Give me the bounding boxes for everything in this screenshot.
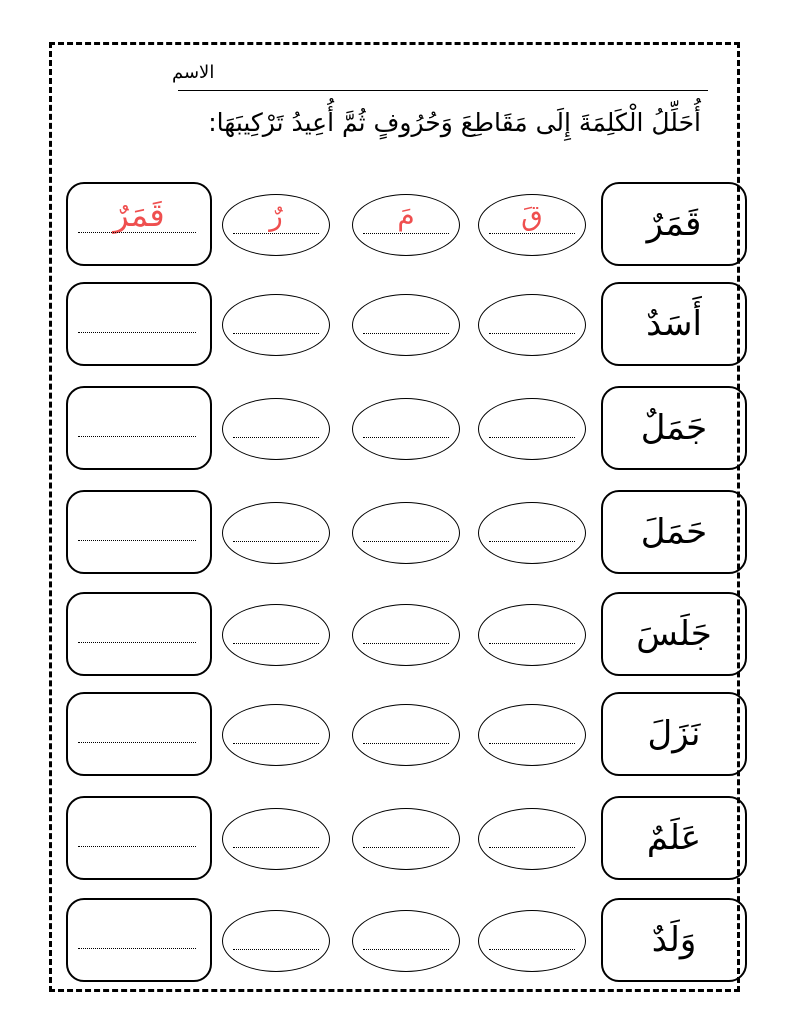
answer-box[interactable]: [66, 898, 212, 982]
exercise-row: [0, 692, 791, 778]
exercise-row: [0, 386, 791, 472]
write-line: [363, 437, 449, 438]
letter-oval-1[interactable]: [478, 808, 586, 870]
answer-box[interactable]: [66, 692, 212, 776]
letter-oval-2[interactable]: [352, 704, 460, 766]
exercise-row: [0, 490, 791, 576]
letter-oval-3[interactable]: [222, 910, 330, 972]
letter-oval-3[interactable]: [222, 398, 330, 460]
exercise-row: [0, 796, 791, 882]
write-line: [489, 541, 575, 542]
name-label: الاسم: [172, 62, 215, 83]
write-line: [489, 333, 575, 334]
word-box: وَلَدٌ: [601, 898, 747, 982]
word-box: أَسَدٌ: [601, 282, 747, 366]
answer-box[interactable]: [66, 490, 212, 574]
letter-oval-1[interactable]: [478, 194, 586, 256]
letter-oval-1[interactable]: [478, 502, 586, 564]
word-answer: قَمَرٌ: [113, 196, 165, 234]
letter-oval-1[interactable]: [478, 294, 586, 356]
write-line: [363, 847, 449, 848]
write-line: [489, 233, 575, 234]
word-box: جَمَلٌ: [601, 386, 747, 470]
write-line: [363, 743, 449, 744]
write-line: [363, 643, 449, 644]
write-line: [78, 742, 196, 743]
write-line: [489, 743, 575, 744]
word-box: جَلَسَ: [601, 592, 747, 676]
write-line: [233, 541, 319, 542]
letter-oval-2[interactable]: [352, 808, 460, 870]
exercise-row: [0, 898, 791, 984]
letter-oval-1[interactable]: [478, 704, 586, 766]
letter-oval-2[interactable]: [352, 910, 460, 972]
write-line: [78, 332, 196, 333]
letter-oval-3[interactable]: [222, 604, 330, 666]
letter-answer: قَ: [521, 199, 543, 232]
answer-box[interactable]: [66, 796, 212, 880]
letter-oval-3[interactable]: [222, 294, 330, 356]
exercise-row: [0, 282, 791, 368]
write-line: [233, 743, 319, 744]
write-line: [233, 333, 319, 334]
letter-oval-1[interactable]: [478, 398, 586, 460]
write-line: [363, 541, 449, 542]
letter-oval-3[interactable]: [222, 704, 330, 766]
letter-oval-1[interactable]: [478, 604, 586, 666]
answer-box[interactable]: [66, 182, 212, 266]
word-box: حَمَلَ: [601, 490, 747, 574]
letter-oval-3[interactable]: [222, 808, 330, 870]
letter-oval-2[interactable]: [352, 194, 460, 256]
write-line: [489, 949, 575, 950]
write-line: [233, 437, 319, 438]
write-line: [363, 233, 449, 234]
letter-oval-1[interactable]: [478, 910, 586, 972]
word-box: نَزَلَ: [601, 692, 747, 776]
write-line: [78, 540, 196, 541]
letter-oval-2[interactable]: [352, 398, 460, 460]
name-row: [110, 62, 710, 94]
letter-oval-3[interactable]: [222, 194, 330, 256]
name-write-line[interactable]: [178, 90, 708, 91]
letter-answer: رٌ: [269, 199, 283, 232]
instruction-text: أُحَلِّلُ الْكَلِمَةَ إِلَى مَقَاطِعَ وَحُرُوفٍ ثُمَّ أُعِيدُ تَرْكِيبَهَا:: [208, 108, 701, 137]
word-box: عَلَمٌ: [601, 796, 747, 880]
letter-oval-3[interactable]: [222, 502, 330, 564]
letter-answer: مَ: [397, 199, 415, 232]
write-line: [78, 232, 196, 233]
letter-oval-2[interactable]: [352, 604, 460, 666]
write-line: [78, 948, 196, 949]
write-line: [363, 333, 449, 334]
write-line: [489, 437, 575, 438]
answer-box[interactable]: [66, 386, 212, 470]
write-line: [233, 847, 319, 848]
write-line: [489, 847, 575, 848]
write-line: [363, 949, 449, 950]
write-line: [489, 643, 575, 644]
write-line: [233, 949, 319, 950]
write-line: [233, 233, 319, 234]
write-line: [78, 436, 196, 437]
write-line: [233, 643, 319, 644]
exercise-row: [0, 182, 791, 268]
write-line: [78, 846, 196, 847]
answer-box[interactable]: [66, 592, 212, 676]
letter-oval-2[interactable]: [352, 294, 460, 356]
letter-oval-2[interactable]: [352, 502, 460, 564]
word-box: قَمَرٌ: [601, 182, 747, 266]
write-line: [78, 642, 196, 643]
exercise-row: [0, 592, 791, 678]
answer-box[interactable]: [66, 282, 212, 366]
